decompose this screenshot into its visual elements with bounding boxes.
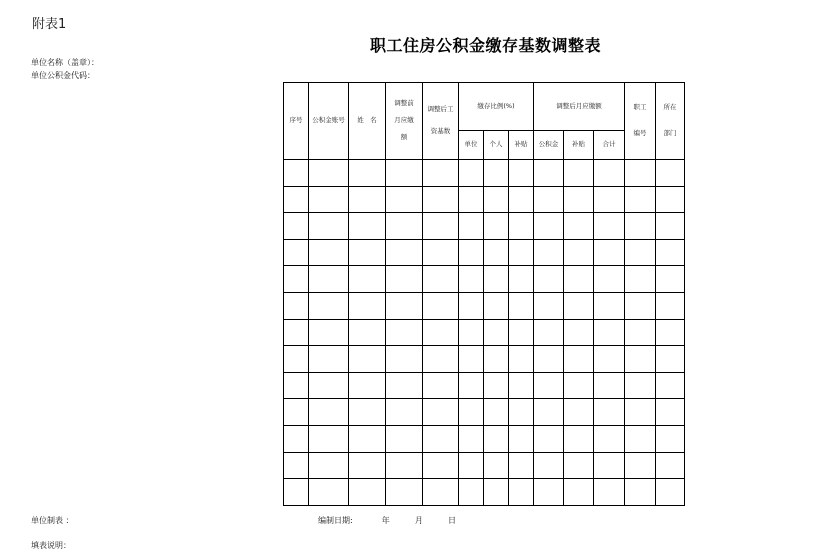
table-cell[interactable]: [564, 452, 594, 479]
table-cell[interactable]: [509, 292, 534, 319]
table-cell[interactable]: [509, 399, 534, 426]
table-cell[interactable]: [656, 160, 685, 187]
header-monthly-fund: 公积金: [534, 131, 564, 160]
header-after-adjust-wage: [423, 83, 459, 160]
table-cell[interactable]: [534, 452, 564, 479]
table-cell[interactable]: [484, 372, 509, 399]
header-monthly-subsidy: 补贴: [564, 131, 594, 160]
table-cell[interactable]: [564, 319, 594, 346]
table-cell[interactable]: [509, 452, 534, 479]
date-day: 日: [447, 516, 456, 525]
table-row: [284, 346, 685, 373]
table-cell[interactable]: [459, 186, 484, 213]
table-cell[interactable]: [625, 213, 656, 240]
table-cell[interactable]: [284, 213, 309, 240]
table-cell[interactable]: [509, 213, 534, 240]
table-cell[interactable]: [459, 266, 484, 293]
table-cell[interactable]: [309, 213, 349, 240]
table-cell[interactable]: [459, 213, 484, 240]
table-cell[interactable]: [309, 239, 349, 266]
table-cell[interactable]: [534, 186, 564, 213]
table-cell[interactable]: [423, 292, 459, 319]
table-cell[interactable]: [484, 399, 509, 426]
table-cell[interactable]: [656, 452, 685, 479]
table-cell[interactable]: [459, 239, 484, 266]
table-cell[interactable]: [386, 292, 423, 319]
table-cell[interactable]: [284, 346, 309, 373]
table-cell[interactable]: [349, 239, 386, 266]
table-cell[interactable]: [656, 319, 685, 346]
table-cell[interactable]: [484, 213, 509, 240]
table-cell[interactable]: [594, 452, 625, 479]
table-cell[interactable]: [423, 399, 459, 426]
table-cell[interactable]: [423, 479, 459, 506]
table-cell[interactable]: [484, 160, 509, 187]
table-cell[interactable]: [484, 239, 509, 266]
table-row: [284, 319, 685, 346]
table-cell[interactable]: [349, 213, 386, 240]
table-row: [284, 266, 685, 293]
date-month: 月: [414, 516, 423, 525]
header-name: 姓 名: [349, 83, 386, 160]
table-cell[interactable]: [594, 479, 625, 506]
table-cell[interactable]: [534, 266, 564, 293]
table-cell[interactable]: [386, 186, 423, 213]
table-cell[interactable]: [349, 479, 386, 506]
table-cell[interactable]: [309, 479, 349, 506]
header-employee-no-line2: 编号: [633, 129, 647, 137]
table-cell[interactable]: [309, 346, 349, 373]
table-cell[interactable]: [656, 372, 685, 399]
header-ratio-personal: 个人: [484, 131, 509, 160]
table-cell[interactable]: [534, 319, 564, 346]
table-cell[interactable]: [564, 266, 594, 293]
adjustment-table: [283, 82, 685, 506]
table-cell[interactable]: [309, 399, 349, 426]
table-cell[interactable]: [594, 160, 625, 187]
table-cell[interactable]: [423, 346, 459, 373]
table-cell[interactable]: [386, 372, 423, 399]
table-cell[interactable]: [594, 292, 625, 319]
table-cell[interactable]: [309, 292, 349, 319]
table-cell[interactable]: [349, 399, 386, 426]
table-cell[interactable]: [484, 346, 509, 373]
table-cell[interactable]: [625, 479, 656, 506]
table-cell[interactable]: [459, 452, 484, 479]
table-row: [284, 479, 685, 506]
table-cell[interactable]: [625, 266, 656, 293]
table-cell[interactable]: [459, 346, 484, 373]
table-cell[interactable]: [386, 266, 423, 293]
table-cell[interactable]: [656, 425, 685, 452]
header-ratio-subsidy: 补贴: [509, 131, 534, 160]
table-cell[interactable]: [594, 266, 625, 293]
date-line: [318, 515, 456, 526]
table-row: [284, 160, 685, 187]
table-cell[interactable]: [386, 213, 423, 240]
table-row: [284, 213, 685, 240]
header-after-wage-line2: 资基数: [430, 127, 451, 135]
table-cell[interactable]: [284, 266, 309, 293]
table-cell[interactable]: [459, 372, 484, 399]
table-cell[interactable]: [594, 372, 625, 399]
table-cell[interactable]: [386, 452, 423, 479]
table-row: [284, 186, 685, 213]
table-row: [284, 425, 685, 452]
table-cell[interactable]: [484, 319, 509, 346]
table-cell[interactable]: [309, 160, 349, 187]
unit-name-label: 单位名称（盖章）：: [31, 58, 99, 67]
table-cell[interactable]: [349, 346, 386, 373]
header-fund-account: 公积金账号: [309, 83, 349, 160]
table-cell[interactable]: [656, 239, 685, 266]
table-cell[interactable]: [509, 266, 534, 293]
table-cell[interactable]: [484, 266, 509, 293]
table-cell[interactable]: [349, 160, 386, 187]
table-cell[interactable]: [423, 425, 459, 452]
table-cell[interactable]: [349, 372, 386, 399]
table-cell[interactable]: [594, 239, 625, 266]
table-cell[interactable]: [484, 425, 509, 452]
date-year: 年: [381, 516, 390, 525]
table-row: [284, 372, 685, 399]
table-cell[interactable]: [484, 452, 509, 479]
table-cell[interactable]: [625, 186, 656, 213]
notes-label: 填表说明：: [31, 541, 71, 550]
table-cell[interactable]: [459, 399, 484, 426]
unit-code-label: 单位公积金代码：: [31, 71, 95, 80]
table-cell[interactable]: [459, 425, 484, 452]
table-cell[interactable]: [309, 319, 349, 346]
table-cell[interactable]: [534, 239, 564, 266]
table-cell[interactable]: [564, 346, 594, 373]
table-cell[interactable]: [284, 372, 309, 399]
table-cell[interactable]: [564, 213, 594, 240]
table-cell[interactable]: [564, 425, 594, 452]
table-cell[interactable]: [625, 160, 656, 187]
table-cell[interactable]: [284, 399, 309, 426]
table-cell[interactable]: [534, 372, 564, 399]
table-cell[interactable]: [594, 213, 625, 240]
table-cell[interactable]: [534, 479, 564, 506]
table-row: [284, 292, 685, 319]
table-cell[interactable]: [386, 425, 423, 452]
header-after-adjust-monthly: 调整后月应缴额: [534, 83, 625, 131]
table-cell[interactable]: [349, 186, 386, 213]
table-cell[interactable]: [484, 186, 509, 213]
table-cell[interactable]: [534, 346, 564, 373]
table-cell[interactable]: [594, 186, 625, 213]
table-cell[interactable]: [534, 160, 564, 187]
header-before-adjust: [386, 83, 423, 160]
table-cell[interactable]: [564, 292, 594, 319]
preparer-label: 单位制表 ：: [31, 516, 74, 525]
table-cell[interactable]: [509, 239, 534, 266]
table-cell[interactable]: [625, 319, 656, 346]
table-cell[interactable]: [284, 186, 309, 213]
table-cell[interactable]: [309, 372, 349, 399]
table-cell[interactable]: [386, 319, 423, 346]
table-cell[interactable]: [386, 399, 423, 426]
table-cell[interactable]: [284, 452, 309, 479]
header-before-adjust-line2: 月应缴: [394, 116, 414, 125]
header-department: [656, 83, 685, 160]
table-cell[interactable]: [534, 213, 564, 240]
table-cell[interactable]: [284, 239, 309, 266]
header-ratio-unit: 单位: [459, 131, 484, 160]
table-row: [284, 452, 685, 479]
table-cell[interactable]: [625, 425, 656, 452]
table-cell[interactable]: [625, 372, 656, 399]
table-cell[interactable]: [386, 479, 423, 506]
table-cell[interactable]: [656, 266, 685, 293]
table-cell[interactable]: [284, 479, 309, 506]
header-before-adjust-line1: 调整前: [394, 99, 414, 108]
table-cell[interactable]: [423, 160, 459, 187]
table-cell[interactable]: [459, 160, 484, 187]
table-cell[interactable]: [284, 319, 309, 346]
table-cell[interactable]: [594, 346, 625, 373]
table-cell[interactable]: [564, 372, 594, 399]
header-monthly-total: 合计: [594, 131, 625, 160]
table-cell[interactable]: [594, 399, 625, 426]
table-cell[interactable]: [509, 160, 534, 187]
table-cell[interactable]: [349, 452, 386, 479]
table-cell[interactable]: [309, 186, 349, 213]
table-cell[interactable]: [594, 319, 625, 346]
table-cell[interactable]: [309, 425, 349, 452]
table-cell[interactable]: [656, 213, 685, 240]
table-cell[interactable]: [509, 186, 534, 213]
table-cell[interactable]: [309, 266, 349, 293]
table-row: [284, 399, 685, 426]
table-cell[interactable]: [625, 239, 656, 266]
table-cell[interactable]: [459, 479, 484, 506]
table-cell[interactable]: [534, 399, 564, 426]
page-title: 职工住房公积金缴存基数调整表: [370, 36, 602, 55]
table-cell[interactable]: [656, 292, 685, 319]
table-cell[interactable]: [656, 186, 685, 213]
table-cell[interactable]: [509, 425, 534, 452]
table-cell[interactable]: [484, 292, 509, 319]
table-cell[interactable]: [625, 452, 656, 479]
table-cell[interactable]: [386, 239, 423, 266]
header-seq: 序号: [284, 83, 309, 160]
table-cell[interactable]: [349, 292, 386, 319]
table-cell[interactable]: [423, 319, 459, 346]
table-cell[interactable]: [349, 319, 386, 346]
table-cell[interactable]: [625, 399, 656, 426]
table-cell[interactable]: [423, 452, 459, 479]
header-employee-no-line1: 职工: [633, 103, 647, 112]
table-cell[interactable]: [484, 479, 509, 506]
table-cell[interactable]: [423, 186, 459, 213]
table-cell[interactable]: [386, 160, 423, 187]
table-row: [284, 239, 685, 266]
table-body: [284, 160, 685, 506]
table-cell[interactable]: [349, 266, 386, 293]
appendix-label: 附表1: [32, 17, 67, 32]
table-cell[interactable]: [656, 479, 685, 506]
table-cell[interactable]: [284, 292, 309, 319]
table-cell[interactable]: [423, 266, 459, 293]
table-cell[interactable]: [284, 425, 309, 452]
table-cell[interactable]: [509, 372, 534, 399]
table-cell[interactable]: [564, 239, 594, 266]
table-cell[interactable]: [459, 319, 484, 346]
date-label: 编制日期:: [318, 516, 353, 525]
table-cell[interactable]: [625, 346, 656, 373]
table-cell[interactable]: [423, 213, 459, 240]
table-cell[interactable]: [386, 346, 423, 373]
table-cell[interactable]: [564, 399, 594, 426]
table-cell[interactable]: [534, 425, 564, 452]
header-before-adjust-line3: 额: [400, 132, 408, 141]
table-cell[interactable]: [625, 292, 656, 319]
table-cell[interactable]: [656, 399, 685, 426]
table-cell[interactable]: [534, 292, 564, 319]
header-after-wage-line1: 调整后工: [427, 105, 454, 114]
table-cell[interactable]: [564, 186, 594, 213]
table-cell[interactable]: [656, 346, 685, 373]
table-cell[interactable]: [459, 292, 484, 319]
table-cell[interactable]: [423, 239, 459, 266]
table-cell[interactable]: [509, 319, 534, 346]
table-cell[interactable]: [349, 425, 386, 452]
table-cell[interactable]: [309, 452, 349, 479]
table-cell[interactable]: [509, 479, 534, 506]
header-employee-no: [625, 83, 656, 160]
table-cell[interactable]: [509, 346, 534, 373]
table-cell[interactable]: [284, 160, 309, 187]
table-cell[interactable]: [594, 425, 625, 452]
table-cell[interactable]: [564, 479, 594, 506]
header-department-line1: 所在: [663, 103, 677, 112]
header-contribution-ratio: 缴存比例(%): [459, 83, 534, 131]
table-cell[interactable]: [423, 372, 459, 399]
table-cell[interactable]: [564, 160, 594, 187]
header-department-line2: 部门: [663, 129, 677, 137]
